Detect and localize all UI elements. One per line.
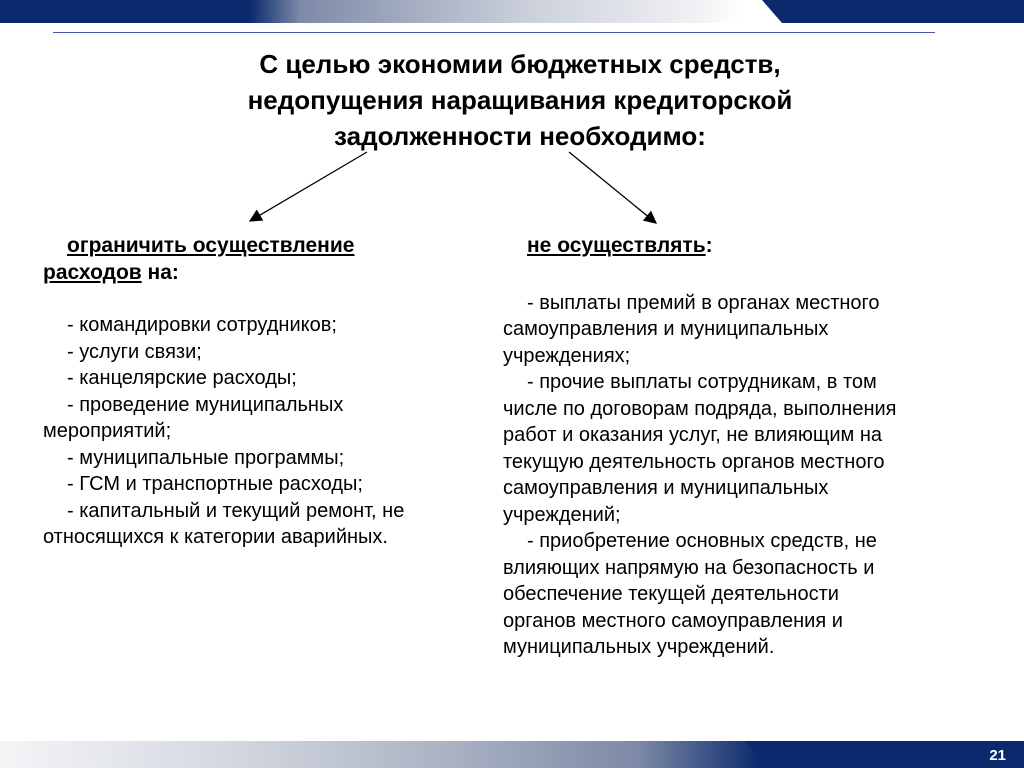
bottom-band-right-block bbox=[744, 741, 1024, 768]
left-heading-suffix: на: bbox=[141, 260, 179, 284]
right-item: - прочие выплаты сотрудникам, в том bbox=[527, 371, 877, 393]
left-item: относящихся к категории аварийных. bbox=[43, 526, 388, 548]
left-item: - канцелярские расходы; bbox=[67, 367, 297, 389]
right-item: работ и оказания услуг, не влияющим на bbox=[503, 424, 883, 446]
right-heading-text: не осуществлять bbox=[527, 234, 706, 257]
left-item: мероприятий; bbox=[43, 420, 172, 442]
right-item: самоуправления и муниципальных bbox=[503, 477, 829, 499]
right-item: учреждениях; bbox=[503, 344, 631, 367]
left-heading-part2: расходов bbox=[43, 260, 142, 284]
left-item: - ГСМ и транспортные расходы; bbox=[67, 473, 363, 495]
left-item: - муниципальные программы; bbox=[67, 446, 345, 469]
left-item: - услуги связи; bbox=[67, 340, 202, 363]
right-item: обеспечение текущей деятельности bbox=[503, 583, 839, 605]
arrow-right bbox=[569, 152, 656, 223]
right-item: органов местного самоуправления и bbox=[503, 609, 843, 632]
right-item: влияющих напрямую на безопасность и bbox=[503, 556, 875, 579]
left-column bbox=[43, 233, 463, 551]
title-line-1: С целью экономии бюджетных средств, bbox=[259, 49, 781, 79]
left-item: - командировки сотрудников; bbox=[67, 314, 337, 336]
title-line-2: недопущения наращивания кредиторской bbox=[247, 85, 793, 115]
left-item: - проведение муниципальных bbox=[67, 393, 344, 416]
left-heading-line2 bbox=[43, 260, 463, 287]
right-column bbox=[503, 233, 973, 661]
right-item: самоуправления и муниципальных bbox=[503, 318, 829, 340]
page-number: 21 bbox=[989, 747, 1006, 764]
right-heading-suffix: : bbox=[705, 234, 713, 257]
right-item: учреждений; bbox=[503, 503, 621, 526]
left-heading bbox=[43, 233, 463, 260]
left-heading-part1: ограничить осуществление bbox=[67, 234, 355, 257]
title-line-3: задолженности необходимо: bbox=[334, 121, 706, 151]
right-item: текущую деятельность органов местного bbox=[503, 450, 885, 473]
arrow-left bbox=[250, 152, 367, 221]
right-heading bbox=[503, 233, 973, 260]
left-item: - капитальный и текущий ремонт, не bbox=[67, 499, 405, 522]
right-item: - приобретение основных средств, не bbox=[527, 530, 877, 552]
right-item: числе по договорам подряда, выполнения bbox=[503, 397, 897, 420]
right-item: муниципальных учреждений. bbox=[503, 636, 775, 658]
right-item: - выплаты премий в органах местного bbox=[527, 291, 880, 314]
